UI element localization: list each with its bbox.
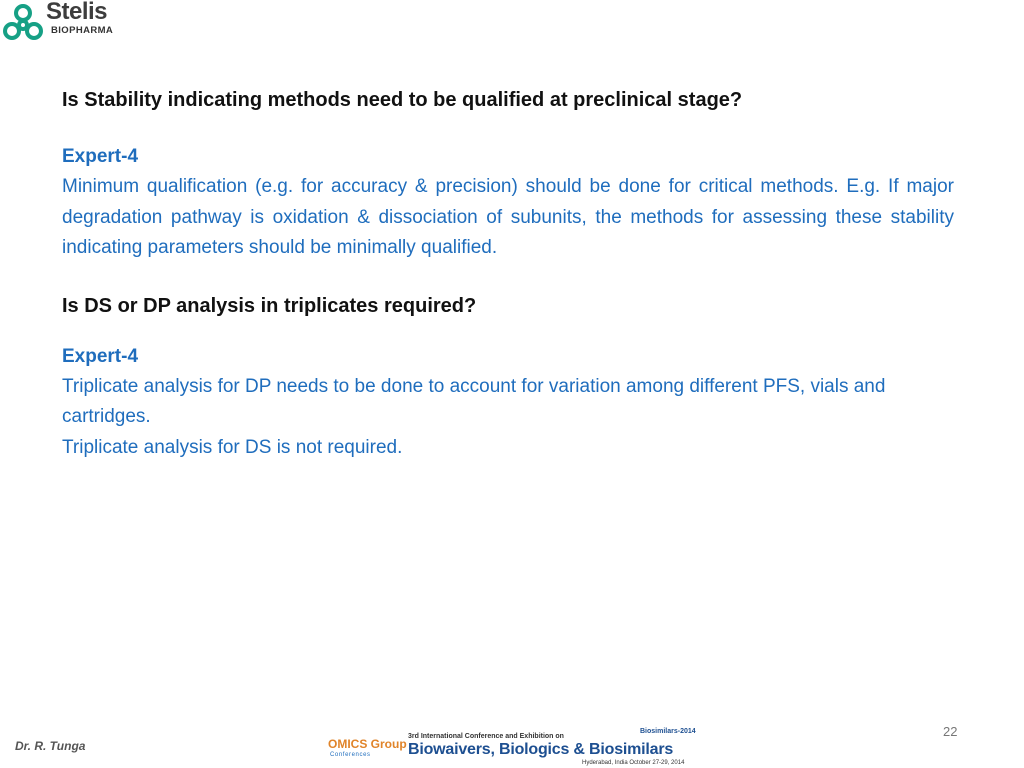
- conference-banner: [326, 725, 714, 767]
- page-number: 22: [943, 724, 958, 739]
- conference-title: Biowaivers, Biologics & Biosimilars: [408, 741, 674, 758]
- conference-tag: Biosimilars-2014: [640, 728, 696, 735]
- conference-date: Hyderabad, India October 27-29, 2014: [582, 760, 685, 766]
- expert-label-2: Expert-4: [62, 345, 139, 367]
- slide-content: [62, 84, 954, 463]
- answer-1: Minimum qualification (e.g. for accuracy & precision) should be done for critical methods. E.g. If major degradation pathway is oxidation & dissociation of subunits, the methods for assessing these stability indicating parameters should be minimally qualified.: [62, 176, 954, 258]
- answer-2-line-1: Triplicate analysis for DP needs to be done to account for variation among different PFS, vials and cartridges.: [62, 375, 886, 427]
- logo-subtitle: BIOPHARMA: [51, 25, 114, 36]
- author-name: Dr. R. Tunga: [15, 739, 86, 753]
- question-1: Is Stability indicating methods need to be qualified at preclinical stage?: [62, 89, 743, 111]
- question-2: Is DS or DP analysis in triplicates required?: [62, 294, 477, 317]
- stelis-logo: [2, 0, 112, 52]
- answer-2-line-2: Triplicate analysis for DS is not required.: [62, 436, 403, 458]
- expert-label-1: Expert-4: [62, 146, 139, 167]
- conference-line: 3rd International Conference and Exhibition on: [408, 733, 564, 740]
- logo-name: Stelis: [46, 0, 108, 25]
- omics-subtitle: Conferences: [330, 752, 371, 758]
- stelis-logo-icon: [2, 2, 44, 48]
- omics-logo: OMICS Group: [328, 737, 407, 751]
